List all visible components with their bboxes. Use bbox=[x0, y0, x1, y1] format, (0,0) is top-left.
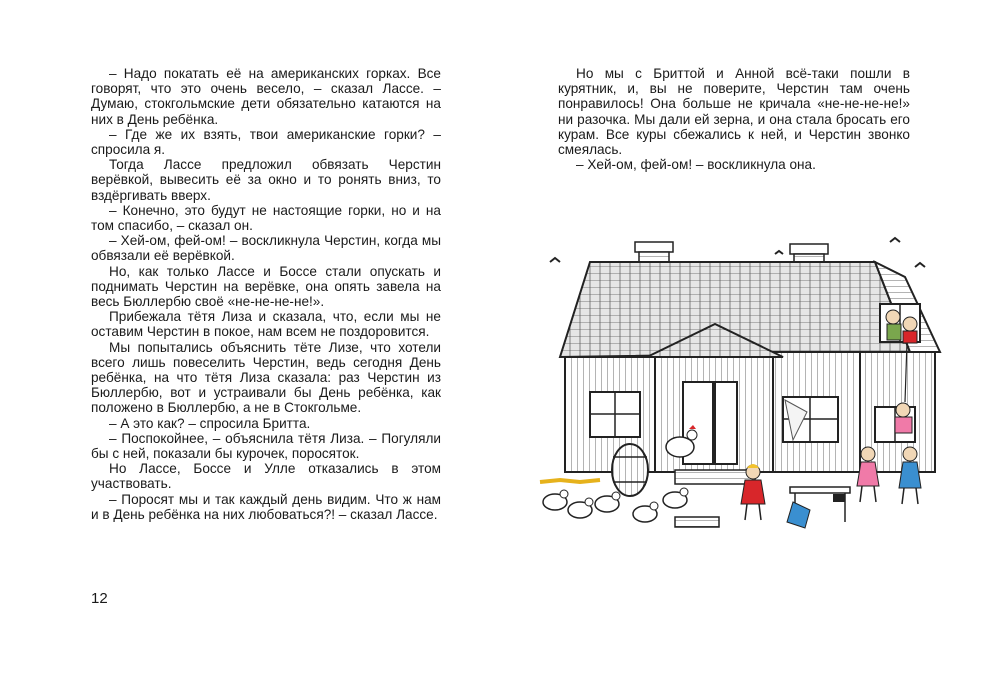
chickens bbox=[540, 480, 688, 522]
paragraph: Но мы с Бриттой и Анной всё-таки пошли в курятник, и, вы не поверите, Черстин там очень понравилось! Она больше не кричала «не-не-не-не!» ни разочка. Мы дали ей зерна, и она стала бросать его курам. Все куры сбежались к ней, и Черстин звонко смеялась. bbox=[558, 66, 910, 158]
open-door bbox=[715, 382, 737, 464]
paragraph: – А это как? – спросила Бритта. bbox=[109, 415, 311, 431]
paragraph: – Конечно, это будут не настоящие горки, но и на том спасибо, – сказал он. bbox=[91, 202, 441, 234]
house-illustration bbox=[535, 232, 945, 537]
paragraph: – Поспокойнее, – объяснила тётя Лиза. – Погуляли бы с ней, показали бы курочек, поросяток. bbox=[91, 430, 441, 462]
left-page-text bbox=[91, 66, 441, 522]
blue-cloth bbox=[787, 502, 810, 528]
paragraph: – Хей-ом, фей-ом! – воскликнула Черстин, когда мы обвязали её верёвкой. bbox=[91, 233, 441, 264]
paragraph: – Надо покатать её на американских горках. Все говорят, что это очень весело, – сказал Лассе. – Думаю, стокгольмские дети обязательно катаются на них в День ребёнка. bbox=[91, 66, 441, 127]
doormat bbox=[675, 517, 719, 527]
right-page-text bbox=[558, 66, 910, 172]
paragraph: – Где же их взять, твои американские горки? – спросила я. bbox=[91, 126, 441, 158]
porch-steps bbox=[675, 470, 755, 484]
paragraph: Мы попытались объяснить тёте Лизе, что хотели всего лишь повеселить Черстин, ведь сегодня День ребёнка, на что тётя Лиза сказала: раз Черстин из Бюллербю, вот и устраивали бы День ребёнка, как положено в Бюллербю, а не в Стокгольме. bbox=[91, 339, 441, 416]
window-left bbox=[590, 392, 640, 437]
page-number: 12 bbox=[91, 590, 108, 607]
barrel bbox=[612, 444, 648, 496]
paragraph: Тогда Лассе предложил обвязать Черстин верёвкой, вывесить её за окно и то ронять вниз, то вздёргивать вверх. bbox=[91, 157, 441, 203]
paragraph: Прибежала тётя Лиза и сказала, что, если мы не оставим Черстин в покое, нам всем не поздоровится. bbox=[91, 309, 441, 340]
paragraph: – Поросят мы и так каждый день видим. Что ж нам и в День ребёнка на них любоваться?! – сказал Лассе. bbox=[91, 491, 441, 522]
paragraph: Но Лассе, Боссе и Улле отказались в этом участвовать. bbox=[91, 461, 441, 492]
window-right bbox=[783, 397, 838, 442]
paragraph: – Хей-ом, фей-ом! – воскликнула она. bbox=[576, 157, 816, 173]
paragraph: Но, как только Лассе и Боссе стали опускать и поднимать Черстин на верёвке, она опять завела на весь Бюллербю своё «не-не-не-не!». bbox=[91, 263, 441, 310]
girl-on-rope bbox=[895, 403, 912, 433]
